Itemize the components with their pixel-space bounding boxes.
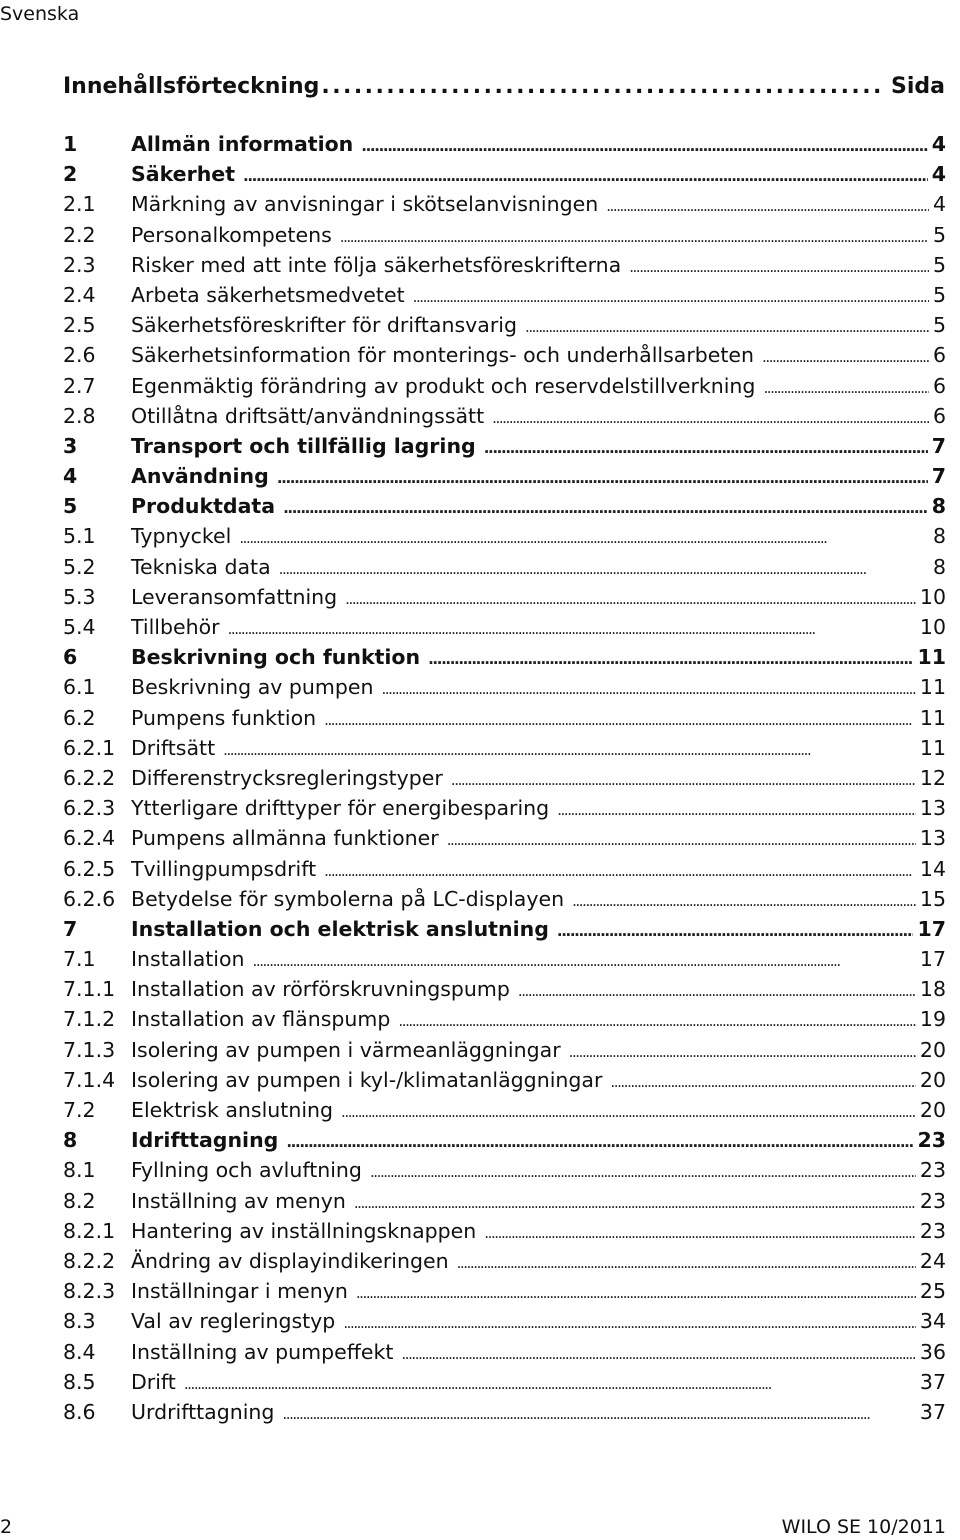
toc-entry[interactable] (63, 1397, 946, 1427)
toc-entry-number: 2 (63, 162, 78, 187)
leader-dots (629, 250, 929, 282)
leader-dots (382, 672, 916, 704)
toc-entry[interactable] (63, 672, 946, 702)
language-label: Svenska (0, 3, 80, 25)
toc-entry-number: 6.2.5 (63, 856, 116, 881)
toc-entry-page: 4 (931, 162, 946, 187)
toc-entry-title: Hantering av inställningsknappen (131, 1218, 477, 1243)
toc-entry-number: 6.1 (63, 675, 96, 700)
toc-entry-page: 5 (932, 313, 946, 338)
leader-dots (354, 1186, 916, 1218)
leader-dots (370, 1155, 916, 1187)
toc-entry-page: 34 (919, 1309, 946, 1334)
toc-entry-title: Tvillingpumpsdrift (131, 856, 317, 881)
toc-entry[interactable] (63, 1216, 946, 1246)
toc-entry-title: Märkning av anvisningar i skötselanvisningen (131, 192, 599, 217)
toc-entry-page: 18 (919, 977, 946, 1002)
toc-entry-number: 8.2 (63, 1188, 96, 1213)
toc-entry-number: 2.4 (63, 282, 96, 307)
leader-dots (401, 1337, 916, 1369)
toc-entry-number: 7 (63, 916, 78, 941)
toc-entry-page: 5 (932, 282, 946, 307)
toc-entry-page: 5 (932, 222, 946, 247)
toc-entry-title: Ytterligare drifttyper för energibesparing (131, 796, 550, 821)
toc-entry-number: 2.8 (63, 403, 96, 428)
toc-entry-number: 7.1 (63, 947, 96, 972)
toc-entry[interactable] (63, 461, 946, 491)
leader-dots (286, 1125, 913, 1157)
toc-entry-page: 5 (932, 252, 946, 277)
toc-entry-number: 6.2.2 (63, 765, 116, 790)
leader-dots (572, 884, 916, 916)
toc-entry-number: 7.2 (63, 1098, 96, 1122)
toc-entry[interactable] (63, 763, 946, 793)
toc-entry[interactable] (63, 431, 946, 461)
toc-entry[interactable] (63, 310, 946, 340)
toc-entry-number: 5 (63, 494, 78, 519)
leader-dots (324, 854, 916, 886)
toc-entry-number: 2.1 (63, 192, 96, 217)
toc-entry-page: 37 (919, 1369, 946, 1394)
leader-dots (451, 763, 916, 795)
toc-entry-title: Ändring av displayindikeringen (131, 1248, 449, 1273)
toc-entry-page: 4 (932, 192, 946, 217)
leader-dots (223, 733, 916, 765)
toc-entry-page: 24 (919, 1248, 946, 1273)
leader-dots (525, 310, 929, 342)
toc-entry-page: 10 (919, 584, 946, 609)
toc-entry[interactable] (63, 250, 946, 280)
leader-dots (457, 1246, 916, 1278)
toc-entry-title: Inställningar i menyn (131, 1279, 348, 1304)
toc-entry[interactable] (63, 944, 946, 974)
toc-entry-number: 2.7 (63, 373, 96, 398)
toc-entry-title: Val av regleringstyp (131, 1309, 336, 1334)
toc-entry-number: 8.3 (63, 1309, 96, 1334)
toc-entry[interactable] (63, 1125, 946, 1155)
toc-entry-page: 11 (917, 645, 946, 670)
toc-entry-title: Pumpens funktion (131, 705, 317, 730)
toc-entry-number: 3 (63, 433, 78, 458)
toc-entry[interactable] (63, 823, 946, 853)
leader-dots (324, 703, 916, 735)
toc-entry-number: 7.1.3 (63, 1037, 116, 1062)
toc-entry-title: Transport och tillfällig lagring (131, 433, 476, 458)
toc-entry[interactable] (63, 1035, 946, 1065)
toc-entry[interactable] (63, 884, 946, 914)
toc-entry-title: Drift (131, 1369, 176, 1394)
toc-entry-page: 20 (919, 1098, 946, 1122)
leader-dots (277, 461, 928, 493)
leader-dots (610, 1065, 916, 1097)
toc-entry-title: Installation av flänspump (131, 1007, 391, 1032)
leader-dots (239, 521, 929, 553)
toc-entry[interactable] (63, 129, 946, 159)
toc-entry[interactable] (63, 280, 946, 310)
toc-entry-page: 17 (917, 916, 946, 941)
toc-entry-number: 5.1 (63, 524, 96, 549)
toc-entry-title: Inställning av menyn (131, 1188, 346, 1213)
toc-entry-title: Isolering av pumpen i kyl-/klimatanläggningar (131, 1067, 603, 1092)
toc-entry-page: 23 (919, 1158, 946, 1183)
toc-entry[interactable] (63, 1246, 946, 1276)
toc-entry[interactable] (63, 914, 946, 944)
toc-entry-title: Betydelse för symbolerna på LC-displayen (131, 886, 565, 911)
leader-dots (243, 159, 928, 191)
toc-entry[interactable] (63, 582, 946, 612)
toc-entry-page: 11 (919, 735, 946, 760)
toc-entry-title: Typnyckel (131, 524, 232, 549)
leader-dots (343, 1306, 916, 1338)
toc-entry-number: 6.2.1 (63, 735, 116, 760)
toc-entry[interactable] (63, 1276, 946, 1306)
leader-dots (282, 1397, 915, 1429)
leader-dots (184, 1367, 916, 1399)
leader-dots (341, 1095, 916, 1127)
toc-entry-title: Elektrisk anslutning (131, 1098, 334, 1122)
toc-entry-number: 6.2.6 (63, 886, 116, 911)
toc-entry-title: Isolering av pumpen i värmeanläggningar (131, 1037, 561, 1062)
toc-entry-page: 36 (919, 1339, 946, 1364)
leader-dots (492, 401, 929, 433)
toc-entry-page: 6 (932, 403, 946, 428)
toc-entry-number: 8.5 (63, 1369, 96, 1394)
toc-entry-page: 23 (919, 1218, 946, 1243)
toc-entry-page: 8 (932, 524, 946, 549)
leader-dots (413, 280, 929, 312)
toc-entry[interactable] (63, 1155, 946, 1185)
toc-entry-page: 37 (919, 1399, 946, 1424)
toc-entry-title: Otillåtna driftsätt/användningssätt (131, 403, 485, 428)
toc-entry-number: 2.3 (63, 252, 96, 277)
toc-entry[interactable] (63, 521, 946, 551)
toc-entry-title: Säkerhet (131, 162, 235, 187)
toc-entry-number: 5.2 (63, 554, 96, 579)
toc-entry-number: 8.2.2 (63, 1248, 116, 1273)
toc-entry-page: 11 (919, 705, 946, 730)
toc-entry-page: 7 (931, 433, 946, 458)
toc-entry-page: 8 (931, 494, 946, 519)
toc-entry-number: 4 (63, 464, 78, 489)
leader-dots (447, 823, 916, 855)
toc-entry-title: Tekniska data (131, 554, 271, 579)
toc-entry-number: 5.3 (63, 584, 96, 609)
toc-entry[interactable] (63, 1186, 946, 1216)
toc-entry-number: 6 (63, 645, 78, 670)
toc-entry-number: 2.5 (63, 313, 96, 338)
toc-entry-page: 20 (919, 1037, 946, 1062)
toc-entry-title: Driftsätt (131, 735, 216, 760)
toc-entry-page: 6 (932, 373, 946, 398)
toc-entry-page: 19 (919, 1007, 946, 1032)
toc-entry-title: Inställning av pumpeffekt (131, 1339, 394, 1364)
toc-entry-page: 7 (931, 464, 946, 489)
footer-page-number: 2 (0, 1516, 13, 1538)
toc-entry-title: Arbeta säkerhetsmedvetet (131, 282, 405, 307)
toc-entry[interactable] (63, 642, 946, 672)
toc-entry-number: 8 (63, 1128, 78, 1153)
footer-doc-id: WILO SE 10/2011 (781, 1516, 946, 1538)
leader-dots (340, 220, 929, 252)
toc-entry-number: 8.1 (63, 1158, 96, 1183)
toc-entry-title: Installation och elektrisk anslutning (131, 916, 549, 941)
toc-entry-title: Installation av rörförskruvningspump (131, 977, 510, 1002)
toc-entry-number: 7.1.4 (63, 1067, 116, 1092)
toc-entry-title: Risker med att inte följa säkerhetsföreskrifterna (131, 252, 622, 277)
toc-entry-title: Urdrifttagning (131, 1399, 275, 1424)
toc-entry-page: 13 (919, 796, 946, 821)
toc-entry-title: Beskrivning av pumpen (131, 675, 374, 700)
leader-dots (763, 371, 929, 403)
leader-dots (484, 431, 928, 463)
toc-entry-page: 12 (919, 765, 946, 790)
toc-entry[interactable] (63, 1337, 946, 1367)
toc-entry-title: Pumpens allmänna funktioner (131, 826, 439, 851)
toc-entry-number: 7.1.2 (63, 1007, 116, 1032)
toc-entry[interactable] (63, 854, 946, 884)
leader-dots (557, 914, 914, 946)
toc-entry-title: Beskrivning och funktion (131, 645, 421, 670)
toc-entry-page: 11 (919, 675, 946, 700)
toc-entry-title: Tillbehör (131, 615, 220, 639)
toc-entry-number: 8.6 (63, 1399, 96, 1424)
leader-dots (283, 491, 928, 523)
toc-entry-page: 23 (917, 1128, 946, 1153)
toc-entry-title: Produktdata (131, 494, 276, 519)
leader-dots (484, 1216, 916, 1248)
toc-entry-number: 8.2.1 (63, 1218, 116, 1243)
leader-dots (361, 129, 927, 161)
toc-entry-title: Fyllning och avluftning (131, 1158, 362, 1183)
toc-entry-number: 8.4 (63, 1339, 96, 1364)
toc-entry-number: 7.1.1 (63, 977, 116, 1002)
toc-entry[interactable] (63, 703, 946, 733)
table-of-contents (63, 129, 946, 1427)
leader-dots (518, 974, 916, 1006)
toc-entry-page: 8 (932, 554, 946, 579)
toc-entry[interactable] (63, 1306, 946, 1336)
leader-dots (557, 793, 916, 825)
leader-dots (228, 612, 916, 644)
leader-dots (279, 552, 929, 584)
toc-entry[interactable] (63, 974, 946, 1004)
toc-entry-number: 6.2.4 (63, 826, 116, 851)
toc-entry-title: Idrifttagning (131, 1128, 279, 1153)
leader-dots (606, 189, 929, 221)
toc-entry[interactable] (63, 159, 946, 189)
toc-entry-title: Allmän information (131, 132, 354, 156)
toc-entry-page: 13 (919, 826, 946, 851)
toc-title: Innehållsförteckning (63, 74, 320, 99)
toc-entry-page: 15 (919, 886, 946, 911)
toc-entry[interactable] (63, 401, 946, 431)
toc-entry[interactable] (63, 1004, 946, 1034)
toc-page-label: Sida (891, 74, 945, 99)
toc-entry-title: Leveransomfattning (131, 584, 338, 609)
leader-dots (569, 1035, 916, 1067)
toc-entry-title: Säkerhetsinformation för monterings- och underhållsarbeten (131, 343, 755, 368)
toc-entry[interactable] (63, 371, 946, 401)
toc-entry-title: Differenstrycksregleringstyper (131, 765, 443, 790)
toc-entry-page: 23 (919, 1188, 946, 1213)
toc-entry-number: 2.2 (63, 222, 96, 247)
toc-entry-page: 17 (919, 947, 946, 972)
toc-entry-number: 6.2.3 (63, 796, 116, 821)
toc-entry-number: 8.2.3 (63, 1279, 116, 1304)
toc-entry-number: 1 (63, 132, 78, 156)
leader-dots (345, 582, 916, 614)
toc-entry[interactable] (63, 1065, 946, 1095)
leader-dots (428, 642, 913, 674)
toc-entry[interactable] (63, 340, 946, 370)
toc-entry[interactable] (63, 552, 946, 582)
toc-entry-title: Säkerhetsföreskrifter för driftansvarig (131, 313, 517, 338)
toc-entry-page: 6 (932, 343, 946, 368)
toc-entry-page: 14 (919, 856, 946, 881)
toc-entry-page: 4 (931, 132, 946, 156)
toc-entry[interactable] (63, 612, 946, 642)
toc-entry-page: 20 (919, 1067, 946, 1092)
toc-entry[interactable] (63, 189, 946, 219)
toc-entry[interactable] (63, 733, 946, 763)
toc-entry[interactable] (63, 1095, 946, 1125)
toc-entry-page: 25 (919, 1279, 946, 1304)
toc-entry-number: 5.4 (63, 615, 96, 639)
leader-dots (398, 1004, 916, 1036)
toc-entry-title: Egenmäktig förändring av produkt och reservdelstillverkning (131, 373, 756, 398)
toc-entry-title: Personalkompetens (131, 222, 332, 247)
toc-entry-title: Installation (131, 947, 245, 972)
leader-dots (762, 340, 929, 372)
toc-entry-page: 10 (919, 615, 946, 639)
toc-entry-number: 6.2 (63, 705, 96, 730)
toc-entry[interactable] (63, 220, 946, 250)
toc-entry-number: 2.6 (63, 343, 96, 368)
leader-dots (321, 70, 885, 104)
toc-entry[interactable] (63, 491, 946, 521)
toc-header (63, 70, 945, 104)
toc-entry[interactable] (63, 793, 946, 823)
toc-entry-title: Användning (131, 464, 269, 489)
toc-entry[interactable] (63, 1367, 946, 1397)
leader-dots (356, 1276, 916, 1308)
leader-dots (253, 944, 916, 976)
